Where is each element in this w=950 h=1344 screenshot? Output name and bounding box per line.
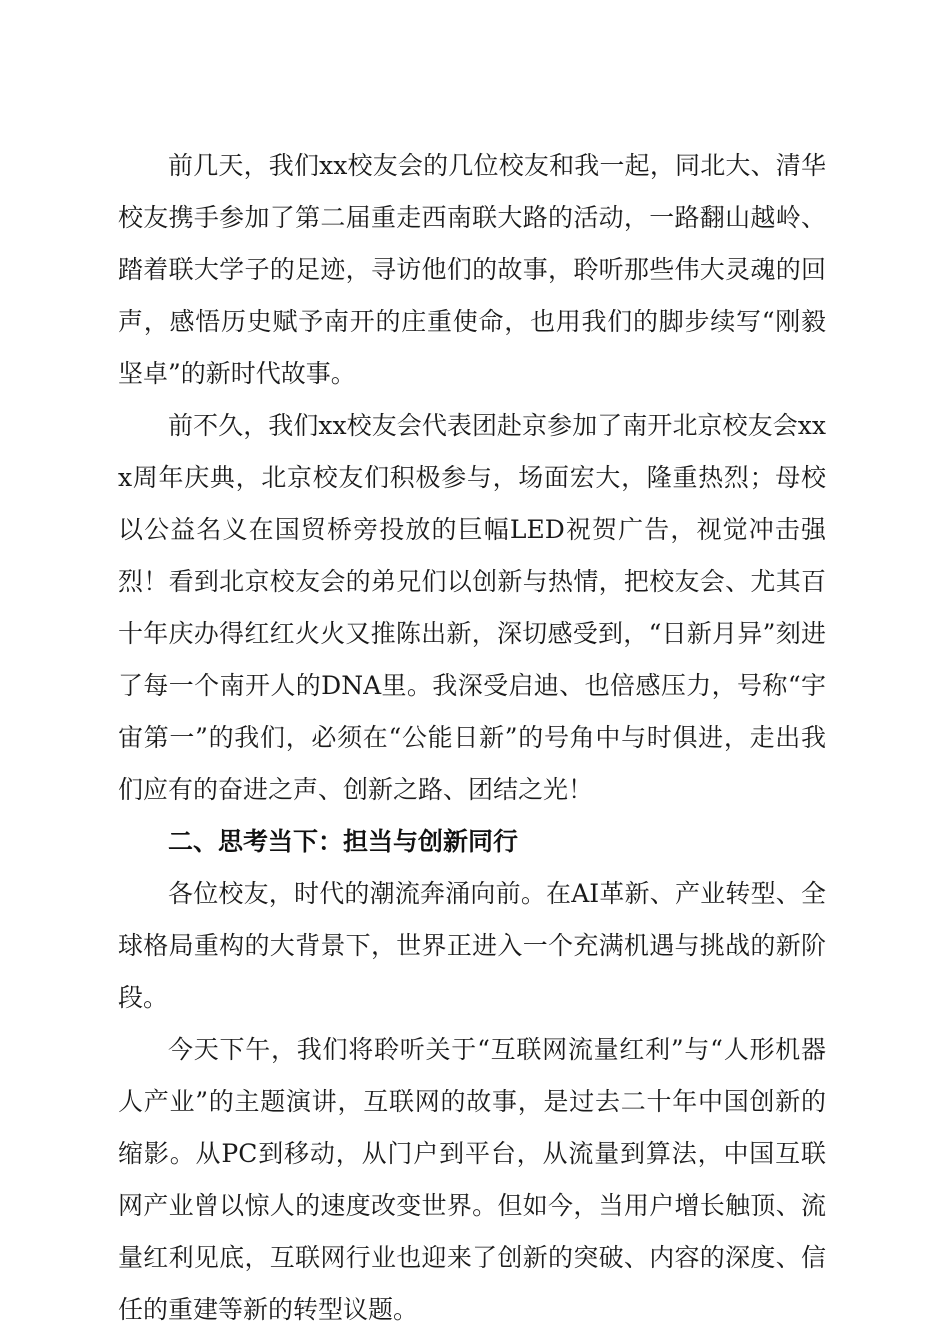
paragraph-internet-story: 今天下午，我们将聆听关于“互联网流量红利”与“人形机器人产业”的主题演讲，互联网的故事，是过去二十年中国创新的缩影。从PC到移动，从门户到平台，从流量到算法，中国互联网产业曾以惊人的速度改变世界。但如今，当用户增长触顶、流量红利见底，互联网行业也迎来了创新的突破、内容的深度、信任的重建等新的转型议题。 [118,1035,826,1324]
paragraph-beijing-celebration: 前不久，我们xx校友会代表团赴京参加了南开北京校友会xxx周年庆典，北京校友们积极参与，场面宏大，隆重热烈；母校以公益名义在国贸桥旁投放的巨幅LED祝贺广告，视觉冲击强烈！看到北京校友会的弟兄们以创新与热情，把校友会、尤其百十年庆办得红红火火又推陈出新，深切感受到，“日新月异”刻进了每一个南开人的DNA里。我深受启迪、也倍感压力，号称“宇宙第一”的我们，必须在“公能日新”的号角中与时俱进，走出我们应有的奋进之声、创新之路、团结之光！ [118,411,826,804]
document-body [118,140,826,1336]
paragraph-era-trends: 各位校友，时代的潮流奔涌向前。在AI革新、产业转型、全球格局重构的大背景下，世界正进入一个充满机遇与挑战的新阶段。 [118,879,826,1012]
paragraph-alumni-trip: 前几天，我们xx校友会的几位校友和我一起，同北大、清华校友携手参加了第二届重走西南联大路的活动，一路翻山越岭、踏着联大学子的足迹，寻访他们的故事，聆听那些伟大灵魂的回声，感悟历史赋予南开的庄重使命，也用我们的脚步续写“刚毅坚卓”的新时代故事。 [118,151,826,388]
section-heading: 二、思考当下：担当与创新同行 [168,827,519,856]
